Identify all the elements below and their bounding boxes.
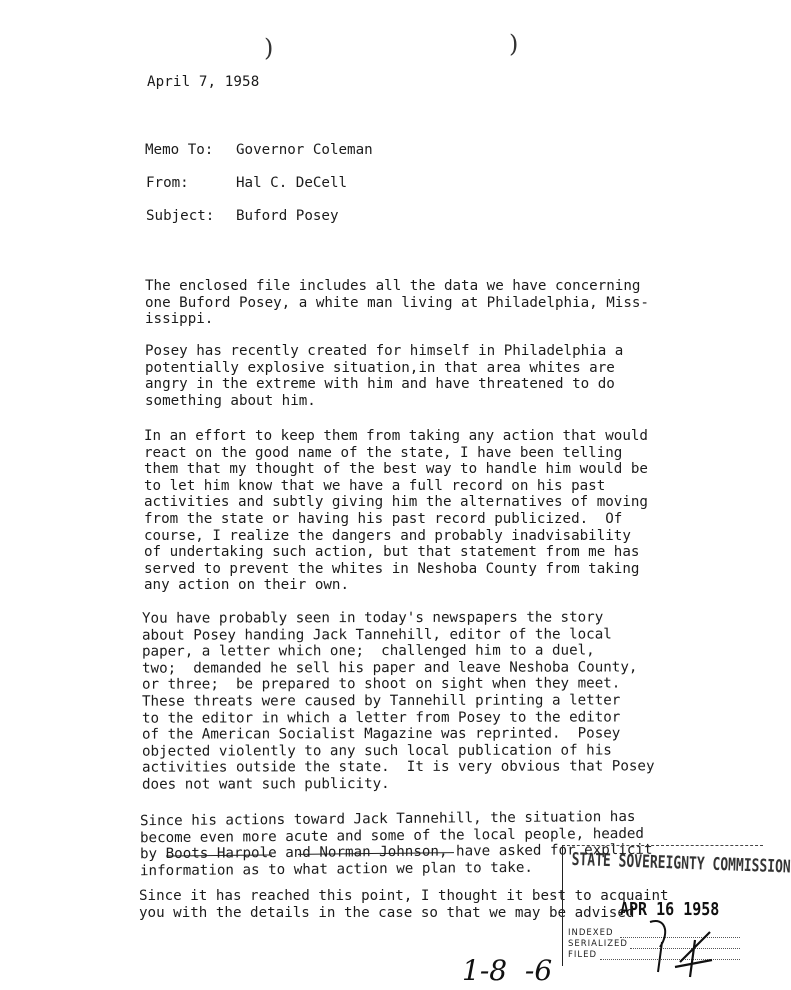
body-paragraph-6: Since it has reached this point, I thought it best to acquaint you with the details in the case so that we may be advised	[139, 888, 669, 921]
stamp-filed-label: FILED	[568, 950, 598, 960]
body-paragraph-5: Since his actions toward Jack Tannehill, the situation has become even more acute and some of the local people, headed by Boots Harpole and Norman Johnson, have asked for explicit information as to what action we plan to take.	[140, 808, 653, 880]
from-value: Hal C. DeCell	[236, 175, 348, 191]
subject-label: Subject:	[146, 208, 215, 224]
handwritten-file-number: 1-8 -6	[462, 954, 553, 987]
memo-to-label: Memo To:	[145, 142, 214, 158]
punch-mark-left: )	[264, 34, 274, 62]
stamp-serialized-label: SERIALIZED	[568, 939, 628, 949]
stamp-date: APR 16 1958	[620, 898, 720, 920]
subject-value: Buford Posey	[236, 208, 339, 224]
body-paragraph-2: Posey has recently created for himself in Philadelphia a potentially explosive situation,in that area whites are angry in the extreme with him and have threatened to do something about him.	[145, 343, 624, 409]
memo-date: April 7, 1958	[147, 74, 260, 90]
body-paragraph-3: In an effort to keep them from taking any action that would react on the good name of the state, I have been telling them that my thought of the best way to handle him would be to let him know that we have a full record on his past activities and subtly giving him the alternatives of moving from the state or having his past record publicized. Of course, I realize the dangers and probably inadvisability of undertaking such action, but that statement from me has served to prevent the whites in Neshoba County from taking any action on their own.	[144, 428, 648, 594]
stamp-agency: STATE SOVEREIGNTY COMMISSION	[571, 850, 791, 878]
handwritten-initials	[640, 912, 720, 982]
body-paragraph-1: The enclosed file includes all the data we have concerning one Buford Posey, a white man living at Philadelphia, Miss- issippi.	[145, 278, 649, 328]
body-paragraph-4: You have probably seen in today's newspapers the story about Posey handing Jack Tannehill, editor of the local paper, a letter which one; challenged him to a duel, two; demanded he sell his paper and leave Neshoba County, or three; be prepared to shoot on sight when they meet. These threats were caused by Tannehill printing a letter to the editor in which a letter from Posey to the editor of the American Socialist Magazine was reprinted. Posey objected violently to any such local publication of his activities outside the state. It is very obvious that Posey does not want such publicity.	[142, 609, 655, 793]
stamp-indexed-label: INDEXED	[568, 928, 614, 938]
punch-mark-right: )	[509, 30, 519, 58]
from-label: From:	[146, 175, 189, 191]
memo-to-value: Governor Coleman	[236, 142, 373, 158]
